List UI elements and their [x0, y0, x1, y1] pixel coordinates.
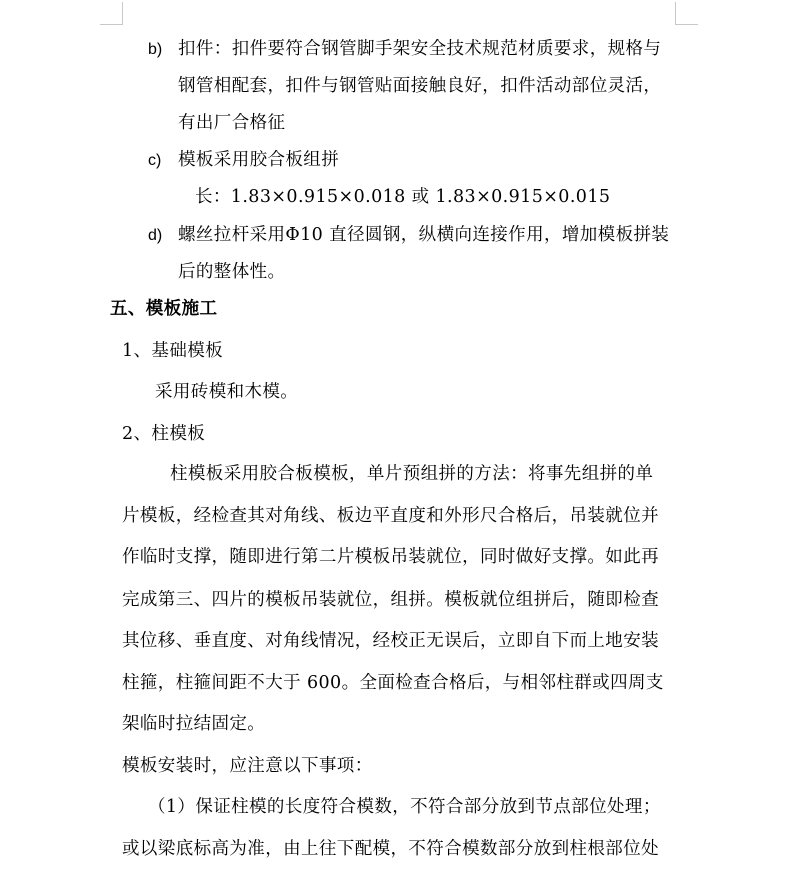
- subsection-1-text: 采用砖模和木模。: [155, 382, 299, 402]
- list-marker-d: d): [148, 227, 163, 244]
- item-1-line-2: 或以梁底标高为准，由上往下配模，不符合模数部分放到柱根部位处: [122, 839, 659, 859]
- section-heading: 五、模板施工: [110, 299, 218, 319]
- paragraph-line-3: 作临时支撑，随即进行第二片模板吊装就位，同时做好支撑。如此再: [122, 547, 659, 567]
- list-b-line-3: 有出厂合格征: [178, 113, 286, 133]
- page-corner-mark-top-right: [675, 2, 698, 25]
- subsection-2-title: 2、柱模板: [122, 424, 206, 444]
- list-d-line-2: 后的整体性。: [178, 262, 286, 282]
- paragraph-line-5: 其位移、垂直度、对角线情况，经校正无误后，立即自下而上地安装: [122, 631, 659, 651]
- paragraph-line-1: 柱模板采用胶合板模板，单片预组拼的方法：将事先组拼的单: [170, 464, 654, 484]
- list-marker-b: b): [148, 41, 163, 58]
- paragraph-line-2: 片模板，经检查其对角线、板边平直度和外形尺合格后，吊装就位并: [122, 506, 659, 526]
- list-d-line-1: 螺丝拉杆采用Φ10 直径圆钢，纵横向连接作用，增加模板拼装: [178, 225, 670, 245]
- list-c-line-1: 模板采用胶合板组拼: [178, 150, 340, 170]
- paragraph-line-4: 完成第三、四片的模板吊装就位，组拼。模板就位组拼后，随即检查: [122, 590, 659, 610]
- paragraph-line-7: 架临时拉结固定。: [122, 714, 266, 734]
- subsection-1-title: 1、基础模板: [122, 341, 224, 361]
- list-b-line-2: 钢管相配套，扣件与钢管贴面接触良好，扣件活动部位灵活，: [178, 76, 662, 96]
- page-corner-mark-top-left: [100, 2, 123, 25]
- list-c-line-2: 长：1.83×0.915×0.018 或 1.83×0.915×0.015: [195, 187, 611, 207]
- list-b-line-1: 扣件：扣件要符合钢管脚手架安全技术规范材质要求，规格与: [178, 39, 662, 59]
- list-marker-c: c): [148, 152, 162, 169]
- item-1-line-1: （1）保证柱模的长度符合模数，不符合部分放到节点部位处理；: [148, 797, 661, 817]
- notice-line: 模板安装时，应注意以下事项：: [122, 756, 373, 776]
- paragraph-line-6: 柱箍，柱箍间距不大于 600。全面检查合格后，与相邻柱群或四周支: [122, 673, 664, 693]
